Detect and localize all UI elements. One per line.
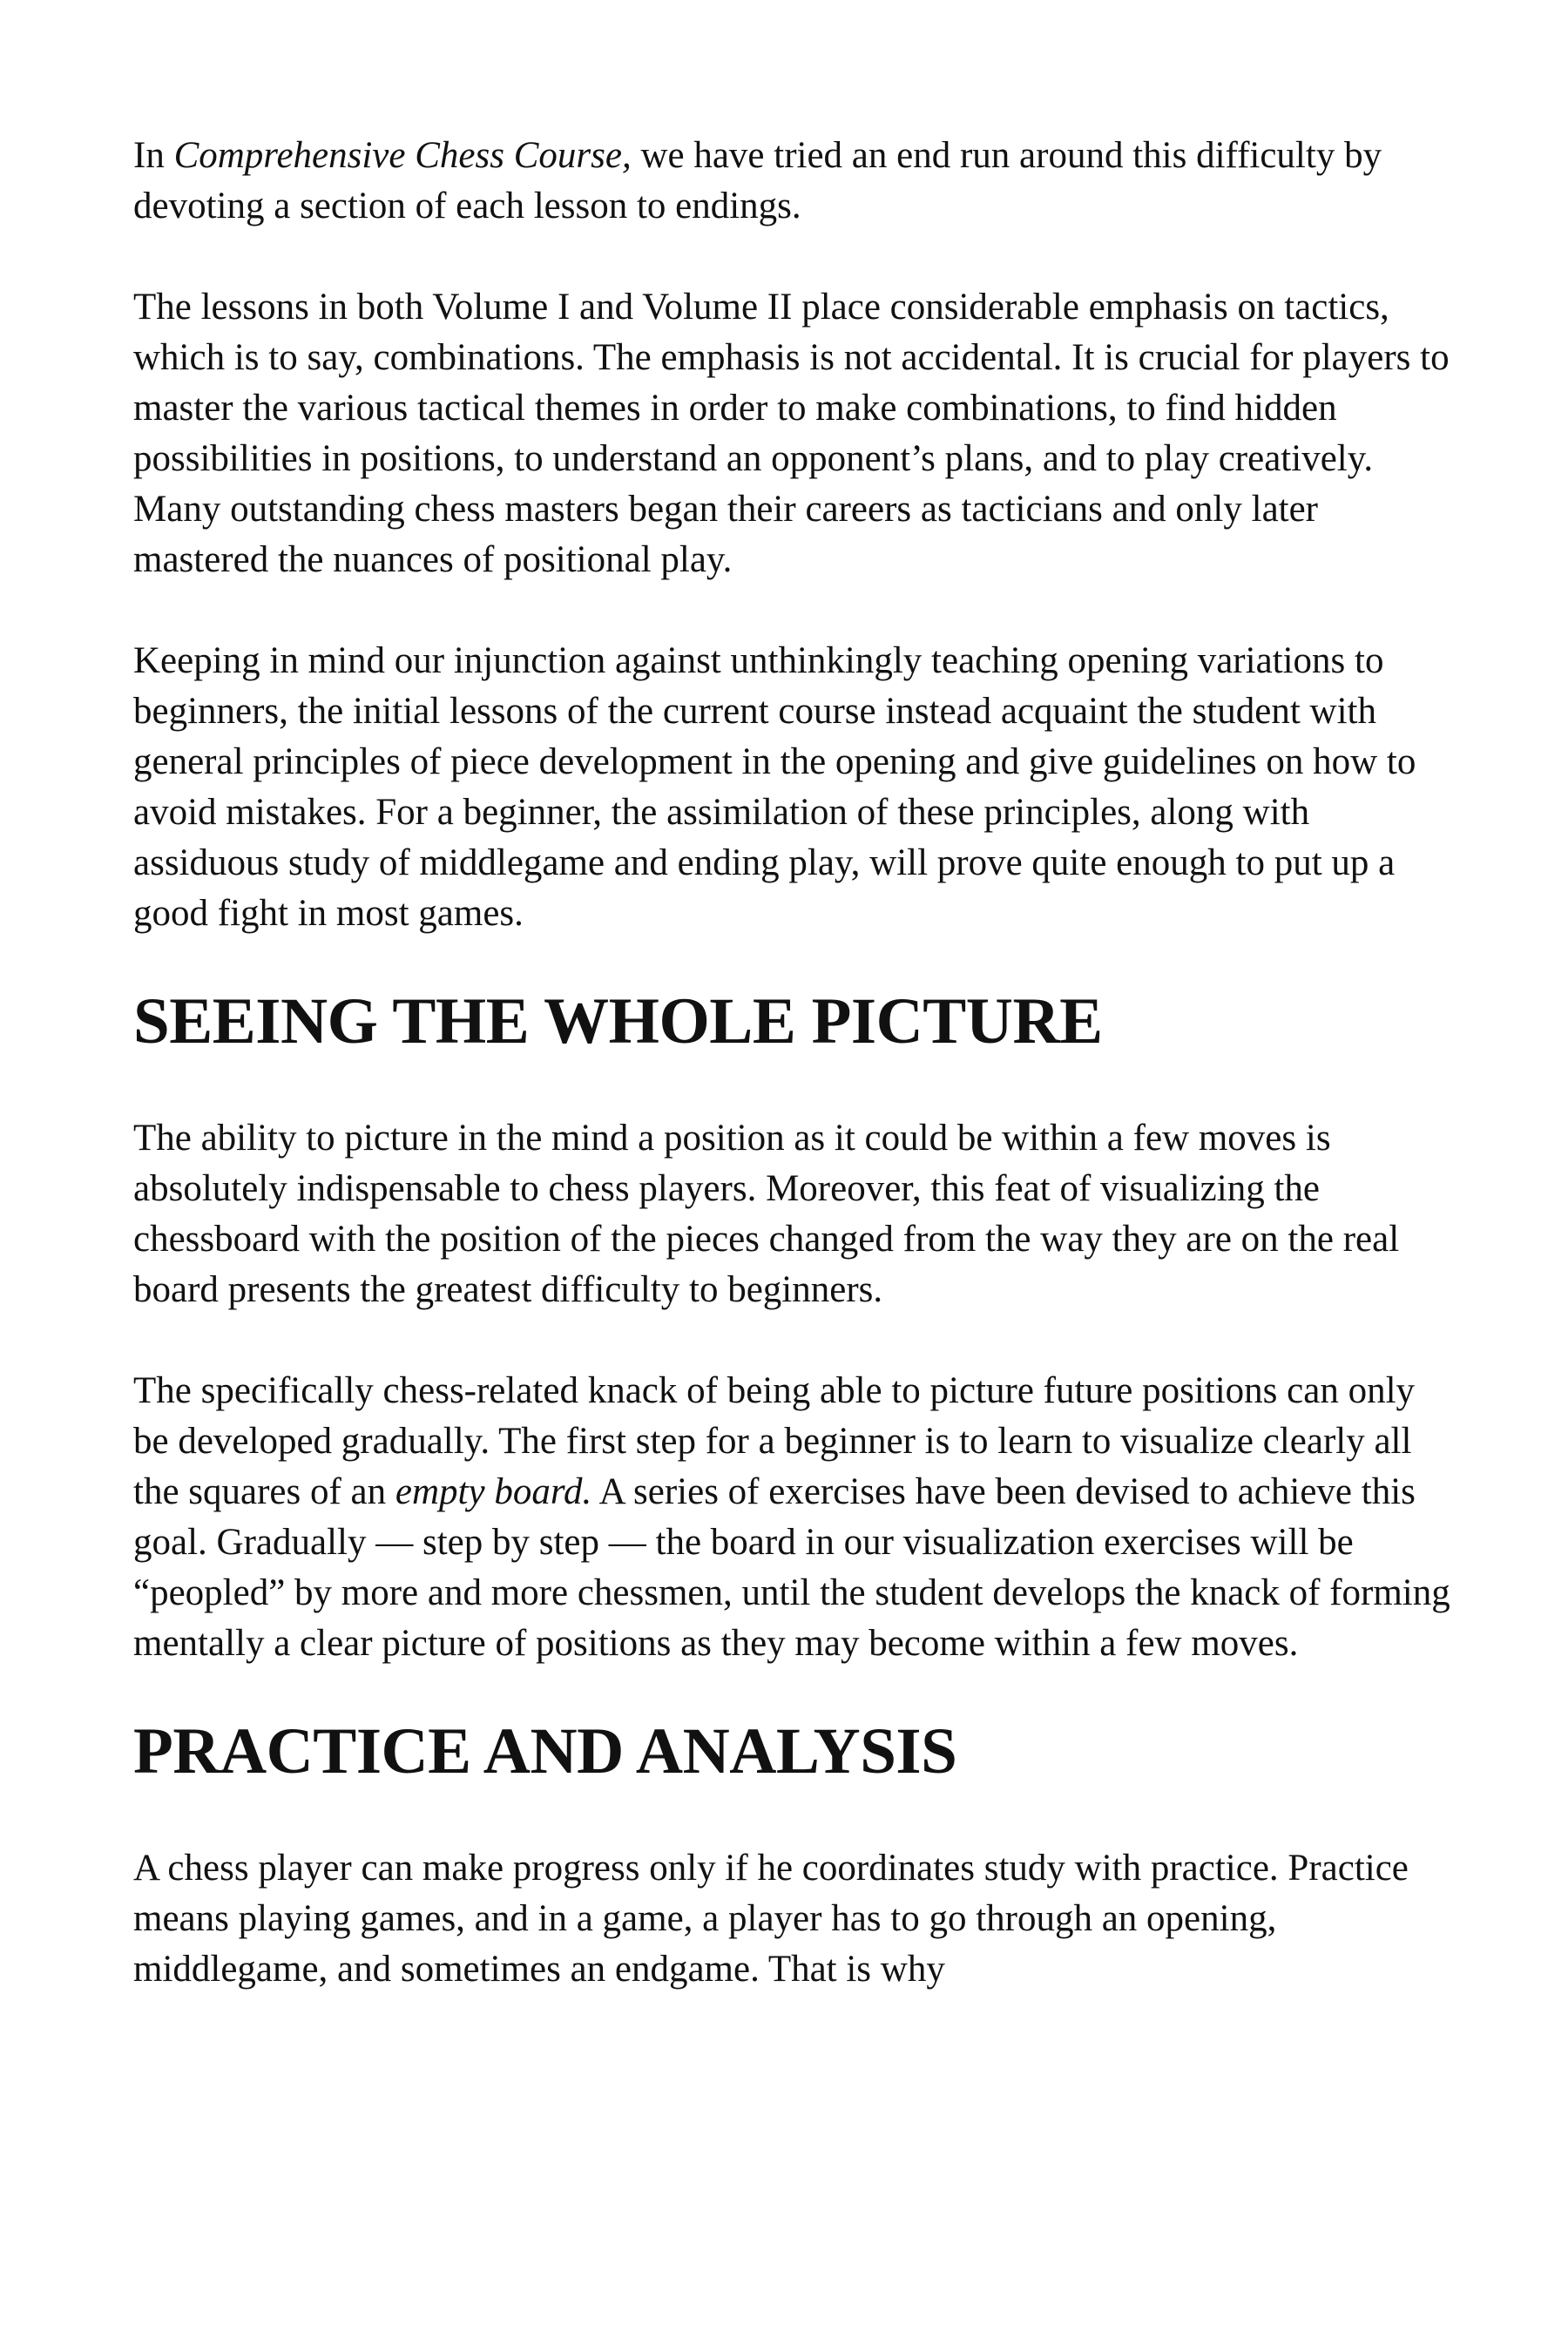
paragraph-visualization-rest: A series of exercises have been devised to achieve this goal. Gradually — step by step — the board in our visualization exercises will be “peopled” by more and more chessmen, until the student develops the knack of forming mentally a clear picture of positions as they may become within a few moves. bbox=[133, 1471, 1450, 1664]
paragraph-tactics: The lessons in both Volume I and Volume II place considerable emphasis on tactics, which is to say, combinations. The emphasis is not accidental. It is crucial for players to master the various tactical themes in order to make combinations, to find hidden possibilities in positions, to understand an opponent’s plans, and to play creatively. Many outstanding chess masters began their careers as tacticians and only later mastered the nuances of positional play. bbox=[133, 287, 1450, 580]
section-heading-seeing-whole-picture: SEEING THE WHOLE PICTURE bbox=[133, 985, 1103, 1058]
paragraph-endings-lead: In bbox=[133, 135, 174, 176]
paragraph-visualization-exercises bbox=[133, 1366, 1457, 1669]
section-heading-practice-analysis: PRACTICE AND ANALYSIS bbox=[133, 1715, 957, 1788]
paragraph-visualization-lead: The specifically chess-related knack of being able to picture future positions can only be developed gradually. The first step for a beginner is to learn to visualize clearly all the squares of an bbox=[133, 1370, 1416, 1512]
paragraph-endings bbox=[133, 131, 1457, 232]
page-body bbox=[133, 131, 1457, 1995]
book-title-italic: Comprehensive Chess Course, bbox=[173, 135, 632, 176]
empty-board-italic: empty board. bbox=[395, 1471, 592, 1512]
paragraph-opening-principles: Keeping in mind our injunction against unthinkingly teaching opening variations to beginners, the initial lessons of the current course instead acquaint the student with general principles of piece development in the opening and give guidelines on how to avoid mistakes. For a beginner, the assimilation of these principles, along with assiduous study of middlegame and ending play, will prove quite enough to put up a good fight in most games. bbox=[133, 640, 1416, 934]
paragraph-endings-rest: we have tried an end run around this difficulty by devoting a section of each lesson to endings. bbox=[133, 135, 1382, 226]
paragraph-visualization-ability: The ability to picture in the mind a position as it could be within a few moves is absolutely indispensable to chess players. Moreover, this feat of visualizing the chessboard with the position of the pieces changed from the way they are on the real board presents the greatest difficulty to beginners. bbox=[133, 1118, 1400, 1310]
paragraph-practice: A chess player can make progress only if he coordinates study with practice. Practice means playing games, and in a game, a player has to go through an opening, middlegame, and sometimes an endgame. That is why bbox=[133, 1848, 1409, 1990]
